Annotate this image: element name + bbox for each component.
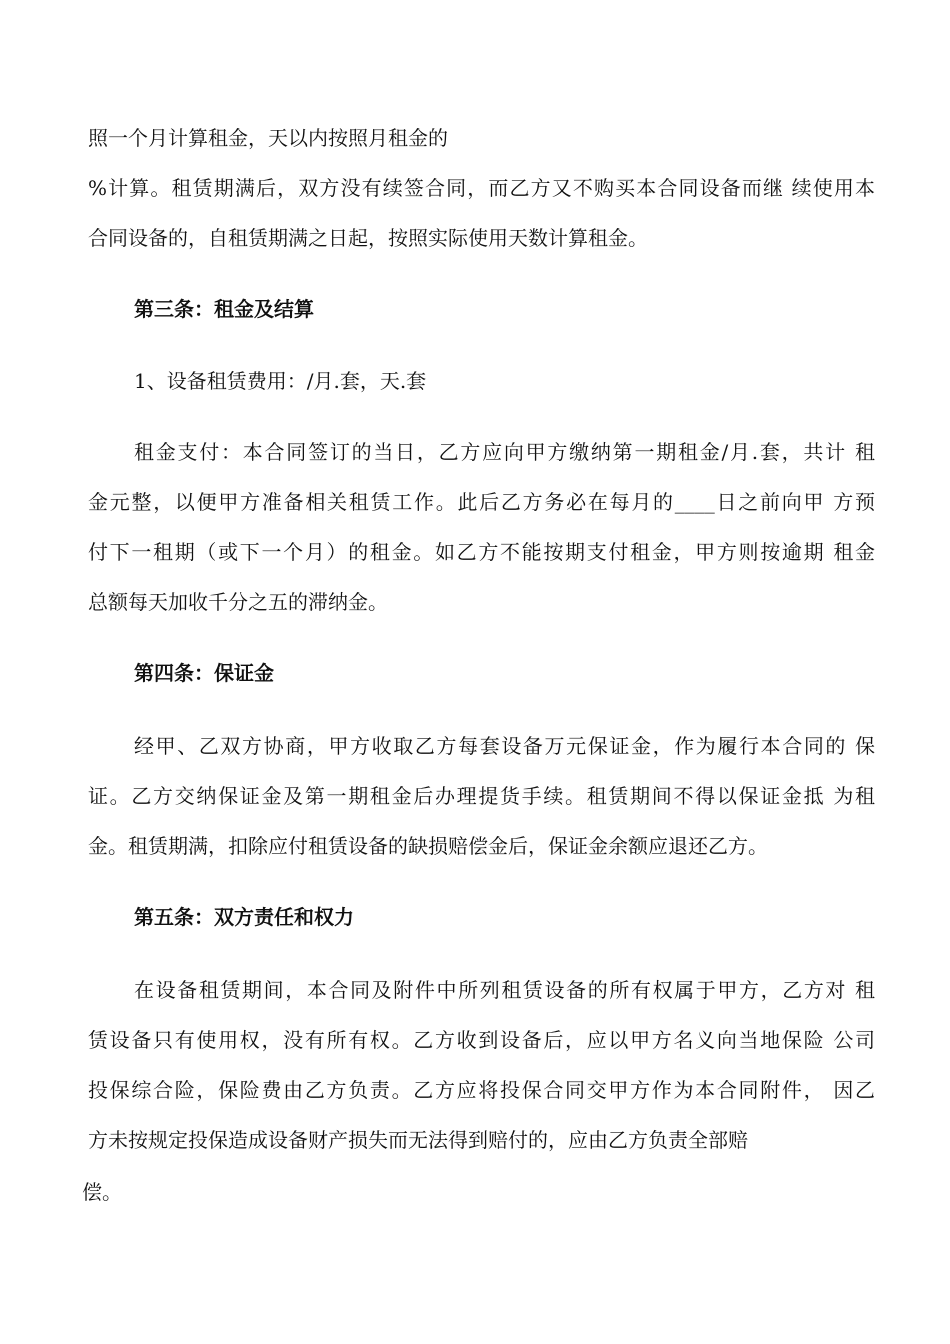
section-heading-article-4: 第四条：保证金 (134, 661, 274, 685)
paragraph-line: 经甲、乙双方协商，甲方收取乙方每套设备万元保证金，作为履行本合同的 保 (134, 734, 875, 758)
paragraph-line: 租金支付：本合同签订的当日，乙方应向甲方缴纳第一期租金/月.套，共计 租 (134, 440, 875, 464)
paragraph-line: 证。乙方交纳保证金及第一期租金后办理提货手续。租赁期间不得以保证金抵 为租 (88, 784, 875, 808)
paragraph-line: 金。租赁期满，扣除应付租赁设备的缺损赔偿金后，保证金余额应退还乙方。 (88, 834, 768, 858)
paragraph-line: 付下一租期（或下一个月）的租金。如乙方不能按期支付租金，甲方则按逾期 租金 (88, 540, 875, 564)
paragraph-line: 金元整，以便甲方准备相关租赁工作。此后乙方务必在每月的____日之前向甲 方预 (88, 490, 875, 514)
paragraph-line: %计算。租赁期满后，双方没有续签合同，而乙方又不购买本合同设备而继 续使用本 (88, 176, 875, 200)
section-heading-article-3: 第三条：租金及结算 (134, 297, 314, 321)
paragraph-line: 偿。 (82, 1180, 122, 1204)
paragraph-line: 在设备租赁期间，本合同及附件中所列租赁设备的所有权属于甲方，乙方对 租 (134, 978, 875, 1002)
paragraph-line: 照一个月计算租金，天以内按照月租金的 (88, 126, 448, 150)
paragraph-line: 合同设备的，自租赁期满之日起，按照实际使用天数计算租金。 (88, 226, 648, 250)
paragraph-line: 方未按规定投保造成设备财产损失而无法得到赔付的，应由乙方负责全部赔 (88, 1128, 748, 1152)
paragraph-line: 投保综合险，保险费由乙方负责。乙方应将投保合同交甲方作为本合同附件， 因乙 (88, 1078, 875, 1102)
paragraph-line: 总额每天加收千分之五的滞纳金。 (88, 590, 388, 614)
paragraph-line: 赁设备只有使用权，没有所有权。乙方收到设备后，应以甲方名义向当地保险 公司 (88, 1028, 875, 1052)
section-heading-article-5: 第五条：双方责任和权力 (134, 905, 354, 929)
list-item: 1、设备租赁费用：/月.套，天.套 (134, 369, 427, 393)
